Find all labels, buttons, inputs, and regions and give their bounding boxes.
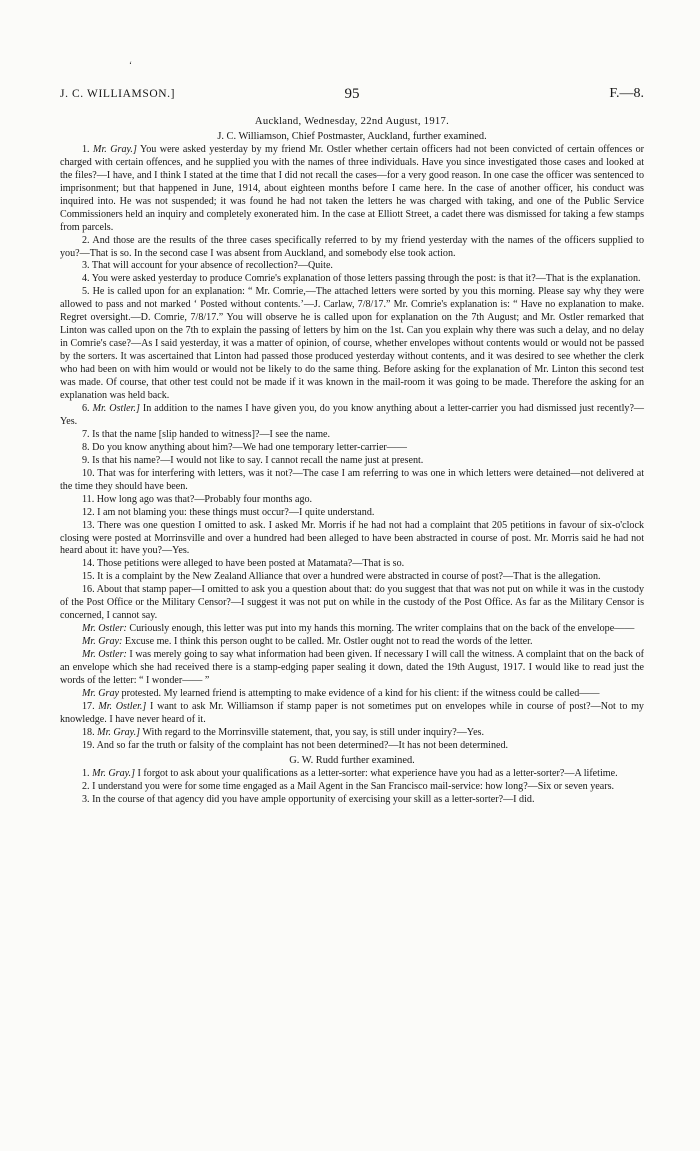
paragraph-19: 19. And so far the truth or falsity of the complaint has not been determined?—It has not been determined. xyxy=(82,739,509,751)
header-right: F.—8. xyxy=(609,86,644,101)
rudd-paragraph-1: 1. Mr. Gray.] I forgot to ask about your qualifications as a letter-sorter: what experience have you had as a letter-sorter?—A lifetime. xyxy=(82,767,618,779)
paragraph-9: 9. Is that his name?—I would not like to say. I cannot recall the name just at present. xyxy=(82,454,424,466)
paragraph-11: 11. How long ago was that?—Probably four months ago. xyxy=(82,493,313,505)
witness-heading-2: G. W. Rudd further examined. xyxy=(289,754,415,766)
stray-mark: ‘ xyxy=(129,60,132,70)
paragraph-8: 8. Do you know anything about him?—We had one temporary letter-carrier—— xyxy=(82,441,407,453)
running-header xyxy=(60,86,644,106)
speaker: Mr. Ostler: xyxy=(82,623,127,635)
speaker: Mr. Ostler.] xyxy=(98,700,147,712)
speaker: Mr. Gray.] xyxy=(92,767,136,779)
page-number: 95 xyxy=(344,86,360,102)
paragraph-3: 3. That will account for your absence of recollection?—Quite. xyxy=(82,260,333,272)
paragraph-13: 13. There was one question I omitted to ask. I asked Mr. Morris if he had not had a complaint that 205 petitions in favour of six-o'clock closing were posted at Morrinsville and over a hundred had been alleged to have been abstracted in course of post. Mr. Morris said he had not heard about it: have you?—Yes. xyxy=(60,519,644,557)
paragraph-5: 5. He is called upon for an explanation: “ Mr. Comrie,—The attached letters were sorted by you this morning. Please say why they were allowed to pass and not marked ‘ Posted without contents.’—J. Carlaw, 7/8/17.” Mr. Comrie's explanation is: “ Have no explanation to make. Regret oversight.—D. Comrie, 7/8/17.” You will observe he is called upon for explanation on the 7th August; and Mr. Ostler remarked that Linton was called upon on the 7th to explain the passing of letters by him on the 1st. Can you explain why there was such a delay, and no delay in Comrie's case?—As I said yesterday, it was a matter of opinion, of course, whether envelopes without contents would or would not be passed by the sorters. It was ascertained that Linton had passed those produced yesterday without contents, and it was desired to see whether the clerk who had been on with him would or would not be likely to do the same thing. Before asking for the explanation of Mr. Linton this second test was made. Of course, that other test could not be made if it was known in the mail-room it was going to be made. Therefore the asking for an explanation was held back. xyxy=(60,286,644,402)
exchange-gray-1: Mr. Gray: Excuse me. I think this person ought to be called. Mr. Ostler ought not to read the words of the letter. xyxy=(82,636,533,648)
exchange-ostler-1: Mr. Ostler: Curiously enough, this letter was put into my hands this morning. The writer complains that on the back of the envelope—— xyxy=(82,623,635,635)
paragraph-4: 4. You were asked yesterday to produce Comrie's explanation of those letters passing through the post: is that it?—That is the explanation. xyxy=(82,273,641,285)
paragraph-15: 15. It is a complaint by the New Zealand Alliance that over a hundred were abstracted in course of post?—That is the allegation. xyxy=(82,571,601,583)
witness-heading: J. C. Williamson, Chief Postmaster, Auckland, further examined. xyxy=(217,130,487,142)
speaker: Mr. Gray.] xyxy=(97,726,141,738)
body-text xyxy=(60,116,644,807)
paragraph-17: 17. Mr. Ostler.] I want to ask Mr. Williamson if stamp paper is not sometimes put on envelopes while in course of post?—Not to my knowledge. I have never heard of it. xyxy=(60,700,644,725)
rudd-paragraph-2: 2. I understand you were for some time engaged as a Mail Agent in the San Francisco mail-service: how long?—Six or seven years. xyxy=(82,780,615,792)
paragraph-12: 12. I am not blaming you: these things must occur?—I quite understand. xyxy=(82,506,375,518)
paragraph-7: 7. Is that the name [slip handed to witness]?—I see the name. xyxy=(82,428,331,440)
speaker: Mr. Gray xyxy=(82,687,120,699)
paragraph-1: 1. Mr. Gray.] You were asked yesterday by my friend Mr. Ostler whether certain officers had not been convicted of certain offences or charged with certain offences, and he supplied you with the names of three individuals. Have you since investigated those cases and looked at the files?—I have, and I think I stated at the time that I did not recall the cases—for a very good reason. In one case the officer was sentenced to imprisonment; but that happened in June, 1914, about eighteen months before I came here. In the case of another officer, his conduct was inquired into. He was not suspended; it was found he had not taken the letters he was charged with taking, and one of the Public Service Commissioners held an inquiry and completely exonerated him. In the case at Elliott Street, a cadet there was dismissed for taking a few stamps from parcels. xyxy=(60,143,644,233)
rudd-paragraph-3: 3. In the course of that agency did you have ample opportunity of exercising your skill as a letter-sorter?—I did. xyxy=(82,793,535,805)
exchange-ostler-2: Mr. Ostler: I was merely going to say what information had been given. If necessary I will call the witness. A complaint that on the back of an envelope which she had received there is a stamp-edging paper sealing it down, dated the 19th August, 1917. I would like to read just the words of the letter: “ I wonder—— ” xyxy=(60,649,645,686)
paragraph-2: 2. And those are the results of the three cases specifically referred to by my friend yesterday with the names of the officers supplied to you?—That is so. In the second case I was absent from Auckland, and somebody else took action. xyxy=(60,234,644,259)
paragraph-10: 10. That was for interfering with letters, was it not?—The case I am referring to was one in which letters were detained—not delivered at the time they should have been. xyxy=(60,467,644,492)
paragraph-6: 6. Mr. Ostler.] In addition to the names I have given you, do you know anything about a letter-carrier you had dismissed just recently?—Yes. xyxy=(60,402,645,427)
paragraph-16: 16. About that stamp paper—I omitted to ask you a question about that: do you suggest that that was not put on while it was in the custody of the Post Office or the Military Censor?—I suggest it was not put on while in the custody of the Post Office. As far as the Military Censor is concerned, I cannot say. xyxy=(60,584,644,622)
header-left: J. C. WILLIAMSON.] xyxy=(60,88,176,100)
session-title: Auckland, Wednesday, 22nd August, 1917. xyxy=(254,116,450,127)
exchange-gray-2: Mr. Gray protested. My learned friend is attempting to make evidence of a kind for his client: if the witness could be called—— xyxy=(82,687,600,699)
speaker: Mr. Ostler.] xyxy=(92,402,140,414)
speaker: Mr. Gray: xyxy=(82,636,123,648)
speaker: Mr. Gray.] xyxy=(93,143,137,155)
paragraph-18: 18. Mr. Gray.] With regard to the Morrinsville statement, that, you say, is still under inquiry?—Yes. xyxy=(82,726,485,738)
paragraph-14: 14. Those petitions were alleged to have been posted at Matamata?—That is so. xyxy=(82,558,405,570)
speaker: Mr. Ostler: xyxy=(82,649,127,661)
